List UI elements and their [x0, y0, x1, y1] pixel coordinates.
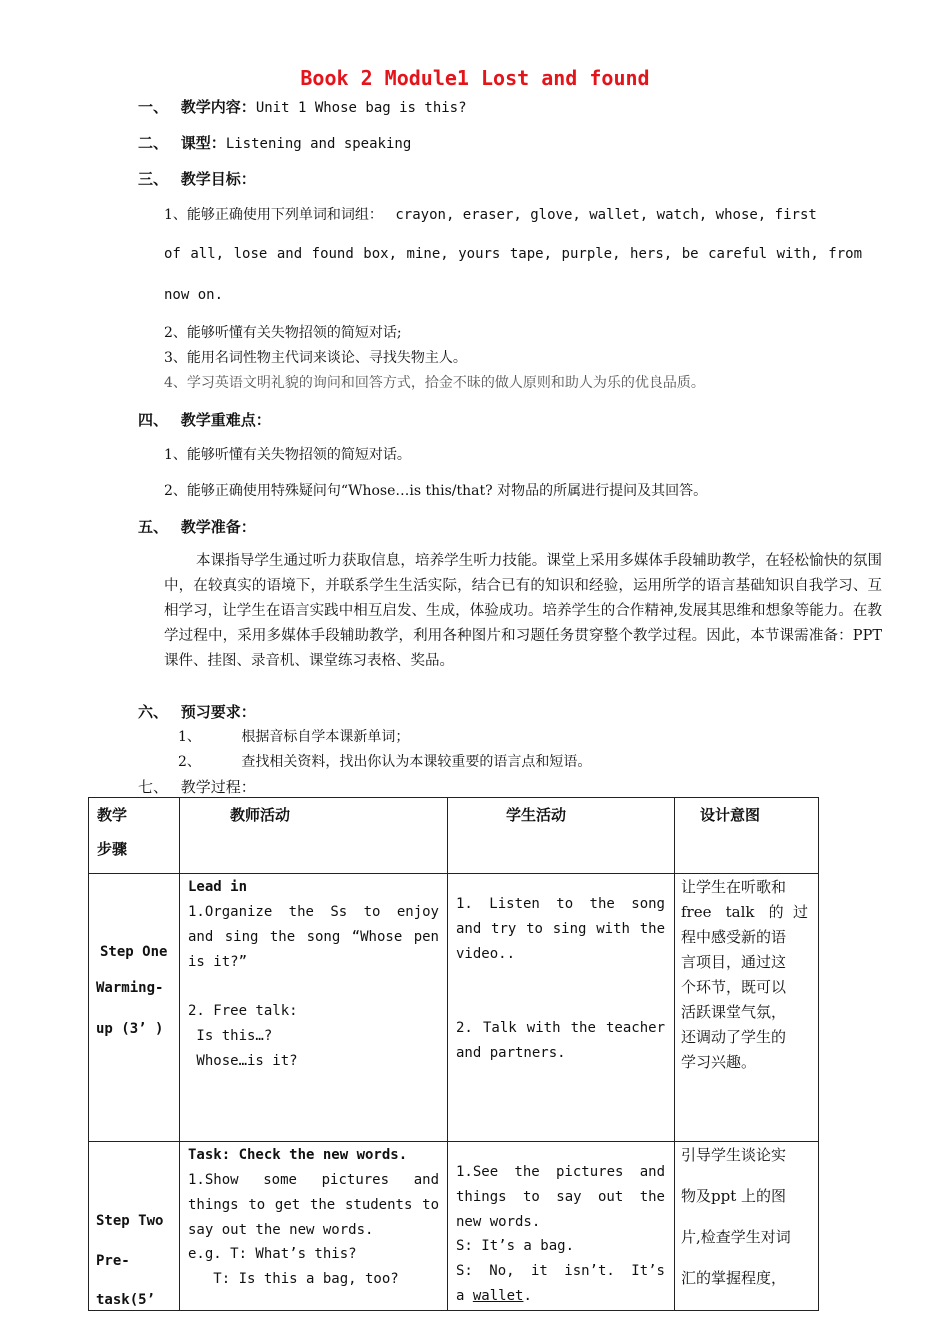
- intent-line: 物及ppt 上的图: [681, 1187, 787, 1205]
- section-number: 七、: [138, 778, 169, 796]
- intent-line: 程中感受新的语: [681, 928, 787, 946]
- section-label: 教学过程：: [180, 778, 256, 796]
- intent-line: 让学生在听歌和: [681, 878, 787, 896]
- intent-cell: [675, 874, 819, 1142]
- activity-line: say out the new words.: [188, 1222, 374, 1238]
- preview-number: 1、: [178, 729, 201, 745]
- table-header-row: [89, 798, 819, 874]
- header-teacher: 教师活动: [230, 806, 291, 824]
- header-intent-cell: [675, 798, 819, 874]
- activity-title: Task: Check the new words.: [188, 1147, 408, 1163]
- difficulty-1: 1、能够听懂有关失物招领的简短对话。: [164, 447, 411, 463]
- intent-line: 还调动了学生的: [681, 1028, 787, 1046]
- step-line: Warming-: [96, 980, 164, 996]
- answer-prefix: a: [456, 1288, 473, 1304]
- activity-line: video..: [456, 946, 516, 962]
- activity-line: 2. Talk with the teacher: [456, 1020, 665, 1036]
- section-label: 教学重难点：: [180, 411, 271, 429]
- activity-line: T: Is this a bag, too?: [188, 1271, 399, 1287]
- intent-line: 个环节，既可以: [681, 978, 787, 996]
- section-objectives: [138, 168, 256, 189]
- section-value: Unit 1 Whose bag is this?: [255, 100, 467, 116]
- section-number: 三、: [138, 170, 169, 188]
- section-label: 教学准备：: [180, 518, 256, 536]
- section-difficulties: [138, 409, 271, 430]
- step-line: up (3’ ): [96, 1021, 164, 1037]
- answer-suffix: .: [523, 1288, 532, 1304]
- objective-1-prefix: 1、能够正确使用下列单词和词组：: [164, 207, 383, 223]
- objective-4: 4、学习英语文明礼貌的询问和回答方式，拾金不昧的做人原则和助人为乐的优良品质。: [164, 375, 705, 391]
- section-preparation: [138, 516, 256, 537]
- header-step-line-1: 教学: [97, 806, 128, 824]
- header-step-cell: [89, 798, 180, 874]
- section-number: 一、: [138, 98, 169, 116]
- header-student-cell: [448, 798, 675, 874]
- section-label: 预习要求：: [180, 703, 256, 721]
- section-label: 教学内容：: [180, 98, 256, 116]
- step-line: Step Two: [96, 1213, 164, 1229]
- intent-line: 汇的掌握程度，: [681, 1269, 787, 1287]
- activity-line: S: It’s a bag.: [456, 1238, 575, 1254]
- table-row: [89, 874, 819, 1142]
- activity-line-answer: [456, 1284, 532, 1309]
- objective-1-words: crayon, eraser, glove, wallet, watch, whose, first: [395, 207, 817, 223]
- teacher-activity-cell: [180, 1142, 448, 1311]
- intent-line: 片,检查学生对词: [681, 1228, 791, 1246]
- activity-line: is it?”: [188, 954, 248, 970]
- intent-line: 活跃课堂气氛，: [681, 1003, 787, 1021]
- teaching-process-table: [88, 797, 819, 1311]
- preview-text: 根据音标自学本课新单词；: [241, 729, 410, 745]
- student-activity-cell: [448, 874, 675, 1142]
- objective-1-line-2: of all, lose and found box, mine, yours tape, purple, hers, be careful with, from: [164, 246, 862, 262]
- preview-number: 2、: [178, 754, 201, 770]
- section-preview: [138, 701, 256, 722]
- activity-line: 1.Show some pictures and: [188, 1172, 439, 1188]
- activity-title: Lead in: [188, 879, 248, 895]
- document-title: Book 2 Module1 Lost and found: [300, 66, 650, 90]
- activity-line: and try to sing with the: [456, 921, 665, 937]
- objective-3: 3、能用名词性物主代词来谈论、寻找失物主人。: [164, 350, 467, 366]
- step-line: task(5’: [96, 1292, 156, 1308]
- section-label: 教学目标：: [180, 170, 256, 188]
- header-intent: 设计意图: [700, 806, 761, 824]
- answer-word: wallet: [472, 1288, 524, 1304]
- section-label: 课型：: [180, 134, 226, 152]
- activity-line: and partners.: [456, 1045, 566, 1061]
- section-number: 五、: [138, 518, 169, 536]
- activity-line: things to get the students to: [188, 1197, 439, 1213]
- student-activity-cell: [448, 1142, 675, 1311]
- activity-line: 1. Listen to the song: [456, 896, 665, 912]
- intent-cell: [675, 1142, 819, 1311]
- section-value: Listening and speaking: [225, 136, 412, 152]
- difficulty-2: 2、能够正确使用特殊疑问句“Whose…is this/that? 对物品的所属进行提问及其回答。: [164, 483, 708, 499]
- preview-item-1: [178, 726, 409, 746]
- teacher-activity-cell: [180, 874, 448, 1142]
- intent-line: free talk 的过: [681, 903, 808, 921]
- objective-2: 2、能够听懂有关失物招领的简短对话;: [164, 325, 402, 341]
- header-step-line-2: 步骤: [97, 840, 128, 858]
- section-number: 六、: [138, 703, 169, 721]
- step-cell: [89, 874, 180, 1142]
- activity-line: and sing the song “Whose pen: [188, 929, 439, 945]
- step-cell: [89, 1142, 180, 1311]
- intent-line: 引导学生谈论实: [681, 1146, 787, 1164]
- step-line: Step One: [100, 944, 168, 960]
- objective-1-line-3: now on.: [164, 287, 224, 303]
- activity-line: e.g. T: What’s this?: [188, 1246, 357, 1262]
- activity-line: S: No, it isn’t. It’s: [456, 1263, 665, 1279]
- preview-text: 查找相关资料，找出你认为本课较重要的语言点和短语。: [241, 754, 592, 770]
- section-content: [138, 96, 467, 117]
- activity-line: new words.: [456, 1214, 541, 1230]
- activity-line: 2. Free talk:: [188, 1003, 298, 1019]
- activity-line: 1.Organize the Ss to enjoy: [188, 904, 439, 920]
- header-student: 学生活动: [506, 806, 567, 824]
- activity-line: things to say out the: [456, 1189, 665, 1205]
- table-row: [89, 1142, 819, 1311]
- intent-line: 学习兴趣。: [681, 1053, 757, 1071]
- activity-line: Whose…is it?: [188, 1053, 298, 1069]
- objective-1: [164, 204, 817, 224]
- preview-item-2: [178, 751, 591, 771]
- step-line: Pre-: [96, 1253, 130, 1269]
- header-teacher-cell: [180, 798, 448, 874]
- section-process: [138, 776, 256, 797]
- activity-line: 1.See the pictures and: [456, 1164, 665, 1180]
- intent-line: 言项目，通过这: [681, 953, 787, 971]
- section-number: 二、: [138, 134, 169, 152]
- section-lesson-type: [138, 132, 411, 153]
- activity-line: Is this…?: [188, 1028, 273, 1044]
- preparation-paragraph: 本课指导学生通过听力获取信息，培养学生听力技能。课堂上采用多媒体手段辅助教学，在轻松愉快的氛围中，在较真实的语境下，并联系学生生活实际，结合已有的知识和经验，运用所学的语言基础知识自我学习、互相学习，让学生在语言实践中相互启发、生成，体验成功。培养学生的合作精神,发展其思维和想象等能力。在教学过程中，采用多媒体手段辅助教学，利用各种图片和习题任务贯穿整个教学过程。因此，本节课需准备：PPT课件、挂图、录音机、课堂练习表格、奖品。: [164, 553, 882, 669]
- section-number: 四、: [138, 411, 169, 429]
